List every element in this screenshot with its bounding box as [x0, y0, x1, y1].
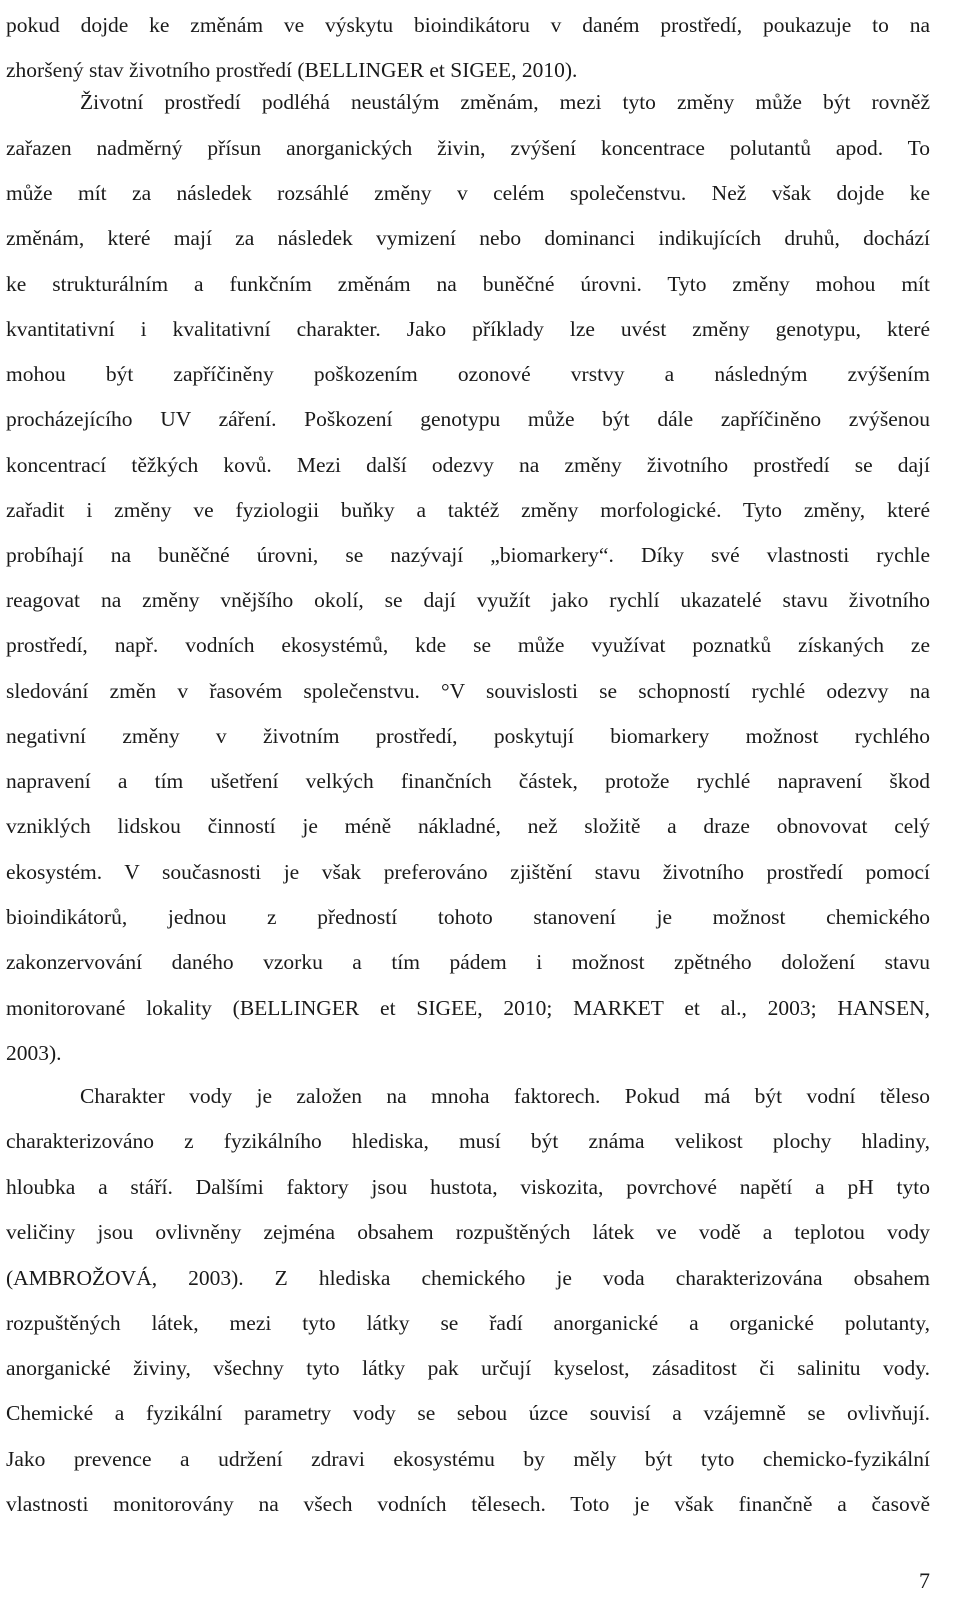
text-line: ekosystém. V současnosti je však preferováno zjištění stavu životního prostředí pomocí — [6, 860, 930, 884]
text-line: procházejícího UV záření. Poškození genotypu může být dále zapříčiněno zvýšenou — [6, 407, 930, 431]
text-line: 2003). — [6, 1041, 62, 1065]
text-line: ke strukturálním a funkčním změnám na buněčné úrovni. Tyto změny mohou mít — [6, 272, 930, 296]
text-line: koncentrací těžkých kovů. Mezi další odezvy na změny životního prostředí se dají — [6, 453, 930, 477]
text-line: zařazen nadměrný přísun anorganických živin, zvýšení koncentrace polutantů apod. To — [6, 136, 930, 160]
text-line: vlastnosti monitorovány na všech vodních tělesech. Toto je však finančně a časově — [6, 1492, 930, 1516]
text-line: kvantitativní i kvalitativní charakter. Jako příklady lze uvést změny genotypu, které — [6, 317, 930, 341]
page-number: 7 — [919, 1568, 930, 1593]
text-line: může mít za následek rozsáhlé změny v celém společenstvu. Než však dojde ke — [6, 181, 930, 205]
text-line: reagovat na změny vnějšího okolí, se dají využít jako rychlí ukazatelé stavu životního — [6, 588, 930, 612]
text-line: Charakter vody je založen na mnoha faktorech. Pokud má být vodní těleso — [80, 1084, 930, 1108]
text-line: hloubka a stáří. Dalšími faktory jsou hustota, viskozita, povrchové napětí a pH tyto — [6, 1175, 930, 1199]
text-line: charakterizováno z fyzikálního hlediska, musí být známa velikost plochy hladiny, — [6, 1129, 930, 1153]
text-line: pokud dojde ke změnám ve výskytu bioindikátoru v daném prostředí, poukazuje to na — [6, 13, 930, 37]
text-line: zařadit i změny ve fyziologii buňky a taktéž změny morfologické. Tyto změny, které — [6, 498, 930, 522]
text-line: probíhají na buněčné úrovni, se nazývají „biomarkery“. Díky své vlastnosti rychle — [6, 543, 930, 567]
text-line: Jako prevence a udržení zdravi ekosystému by měly být tyto chemicko-fyzikální — [6, 1447, 930, 1471]
text-line: zhoršený stav životního prostředí (BELLINGER et SIGEE, 2010). — [6, 58, 578, 82]
text-line: sledování změn v řasovém společenstvu. °V souvislosti se schopností rychlé odezvy na — [6, 679, 930, 703]
text-line: mohou být zapříčiněny poškozením ozonové vrstvy a následným zvýšením — [6, 362, 930, 386]
text-line: Životní prostředí podléhá neustálým změnám, mezi tyto změny může být rovněž — [80, 90, 930, 114]
text-line: vzniklých lidskou činností je méně nákladné, než složitě a draze obnovovat celý — [6, 814, 930, 838]
text-line: Chemické a fyzikální parametry vody se sebou úzce souvisí a vzájemně se ovlivňují. — [6, 1401, 930, 1425]
text-line: veličiny jsou ovlivněny zejména obsahem rozpuštěných látek ve vodě a teplotou vody — [6, 1220, 930, 1244]
text-line: anorganické živiny, všechny tyto látky pak určují kyselost, zásaditost či salinitu vody. — [6, 1356, 930, 1380]
text-line: změnám, které mají za následek vymizení nebo dominanci indikujících druhů, dochází — [6, 226, 930, 250]
text-line: zakonzervování daného vzorku a tím pádem i možnost zpětného doložení stavu — [6, 950, 930, 974]
text-line: rozpuštěných látek, mezi tyto látky se řadí anorganické a organické polutanty, — [6, 1311, 930, 1335]
text-line: (AMBROŽOVÁ, 2003). Z hlediska chemického je voda charakterizována obsahem — [6, 1266, 930, 1290]
text-line: napravení a tím ušetření velkých finančních částek, protože rychlé napravení škod — [6, 769, 930, 793]
text-line: bioindikátorů, jednou z předností tohoto stanovení je možnost chemického — [6, 905, 930, 929]
text-line: monitorované lokality (BELLINGER et SIGEE, 2010; MARKET et al., 2003; HANSEN, — [6, 996, 930, 1020]
text-line: negativní změny v životním prostředí, poskytují biomarkery možnost rychlého — [6, 724, 930, 748]
text-line: prostředí, např. vodních ekosystémů, kde se může využívat poznatků získaných ze — [6, 633, 930, 657]
